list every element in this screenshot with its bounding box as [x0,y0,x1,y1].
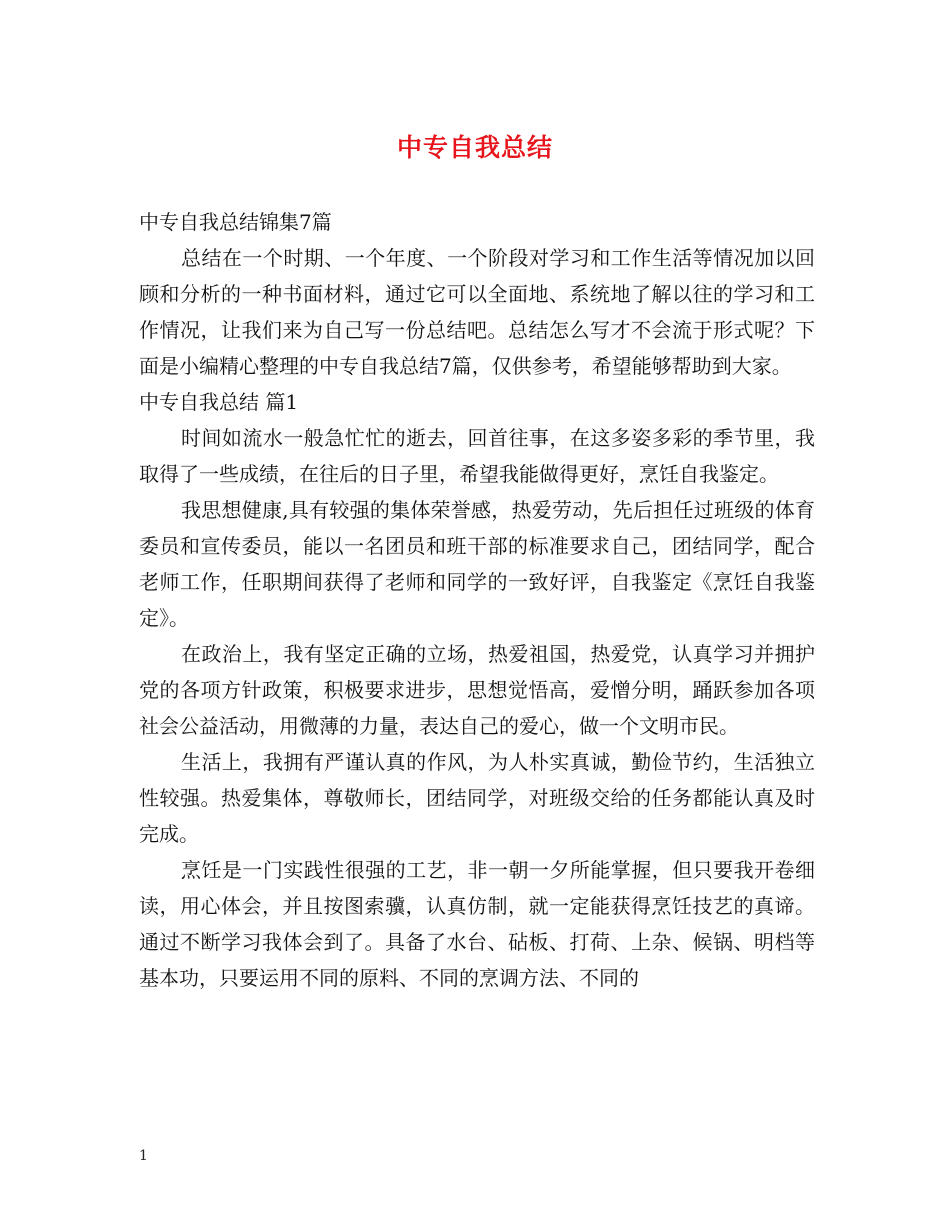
intro-paragraph: 总结在一个时期、一个年度、一个阶段对学习和工作生活等情况加以回顾和分析的一种书面材料，通过它可以全面地、系统地了解以往的学习和工作情况，让我们来为自己写一份总结吧。总结怎么写才不会流于形式呢？下面是小编精心整理的中专自我总结7篇，仅供参考，希望能够帮助到大家。 [139,246,815,378]
body-paragraph: 我思想健康,具有较强的集体荣誉感，热爱劳动，先后担任过班级的体育委员和宣传委员，能以一名团员和班干部的标准要求自己，团结同学，配合老师工作，任职期间获得了老师和同学的一致好评，自我鉴定《烹饪自我鉴定》。 [139,498,815,630]
body-paragraph: 时间如流水一般急忙忙的逝去，回首往事，在这多姿多彩的季节里，我取得了一些成绩，在往后的日子里，希望我能做得更好，烹饪自我鉴定。 [139,426,815,486]
document-title: 中专自我总结 [396,133,553,162]
section-heading: 中专自我总结 篇1 [139,390,299,414]
page-number: 1 [139,1148,148,1164]
body-paragraph: 在政治上，我有坚定正确的立场，热爱祖国，热爱党，认真学习并拥护党的各项方针政策，积极要求进步，思想觉悟高，爱憎分明，踊跃参加各项社会公益活动，用微薄的力量，表达自己的爱心，做一个文明市民。 [139,642,815,738]
document-body [139,204,815,996]
body-paragraph: 生活上，我拥有严谨认真的作风，为人朴实真诚，勤俭节约，生活独立性较强。热爱集体，尊敬师长，团结同学，对班级交给的任务都能认真及时完成。 [139,750,815,846]
body-paragraph: 烹饪是一门实践性很强的工艺，非一朝一夕所能掌握，但只要我开卷细读，用心体会，并且按图索骥，认真仿制，就一定能获得烹饪技艺的真谛。通过不断学习我体会到了。具备了水台、砧板、打荷、上杂、候锅、明档等基本功，只要运用不同的原料、不同的烹调方法、不同的 [139,858,815,990]
document-subtitle: 中专自我总结锦集7篇 [139,210,332,234]
